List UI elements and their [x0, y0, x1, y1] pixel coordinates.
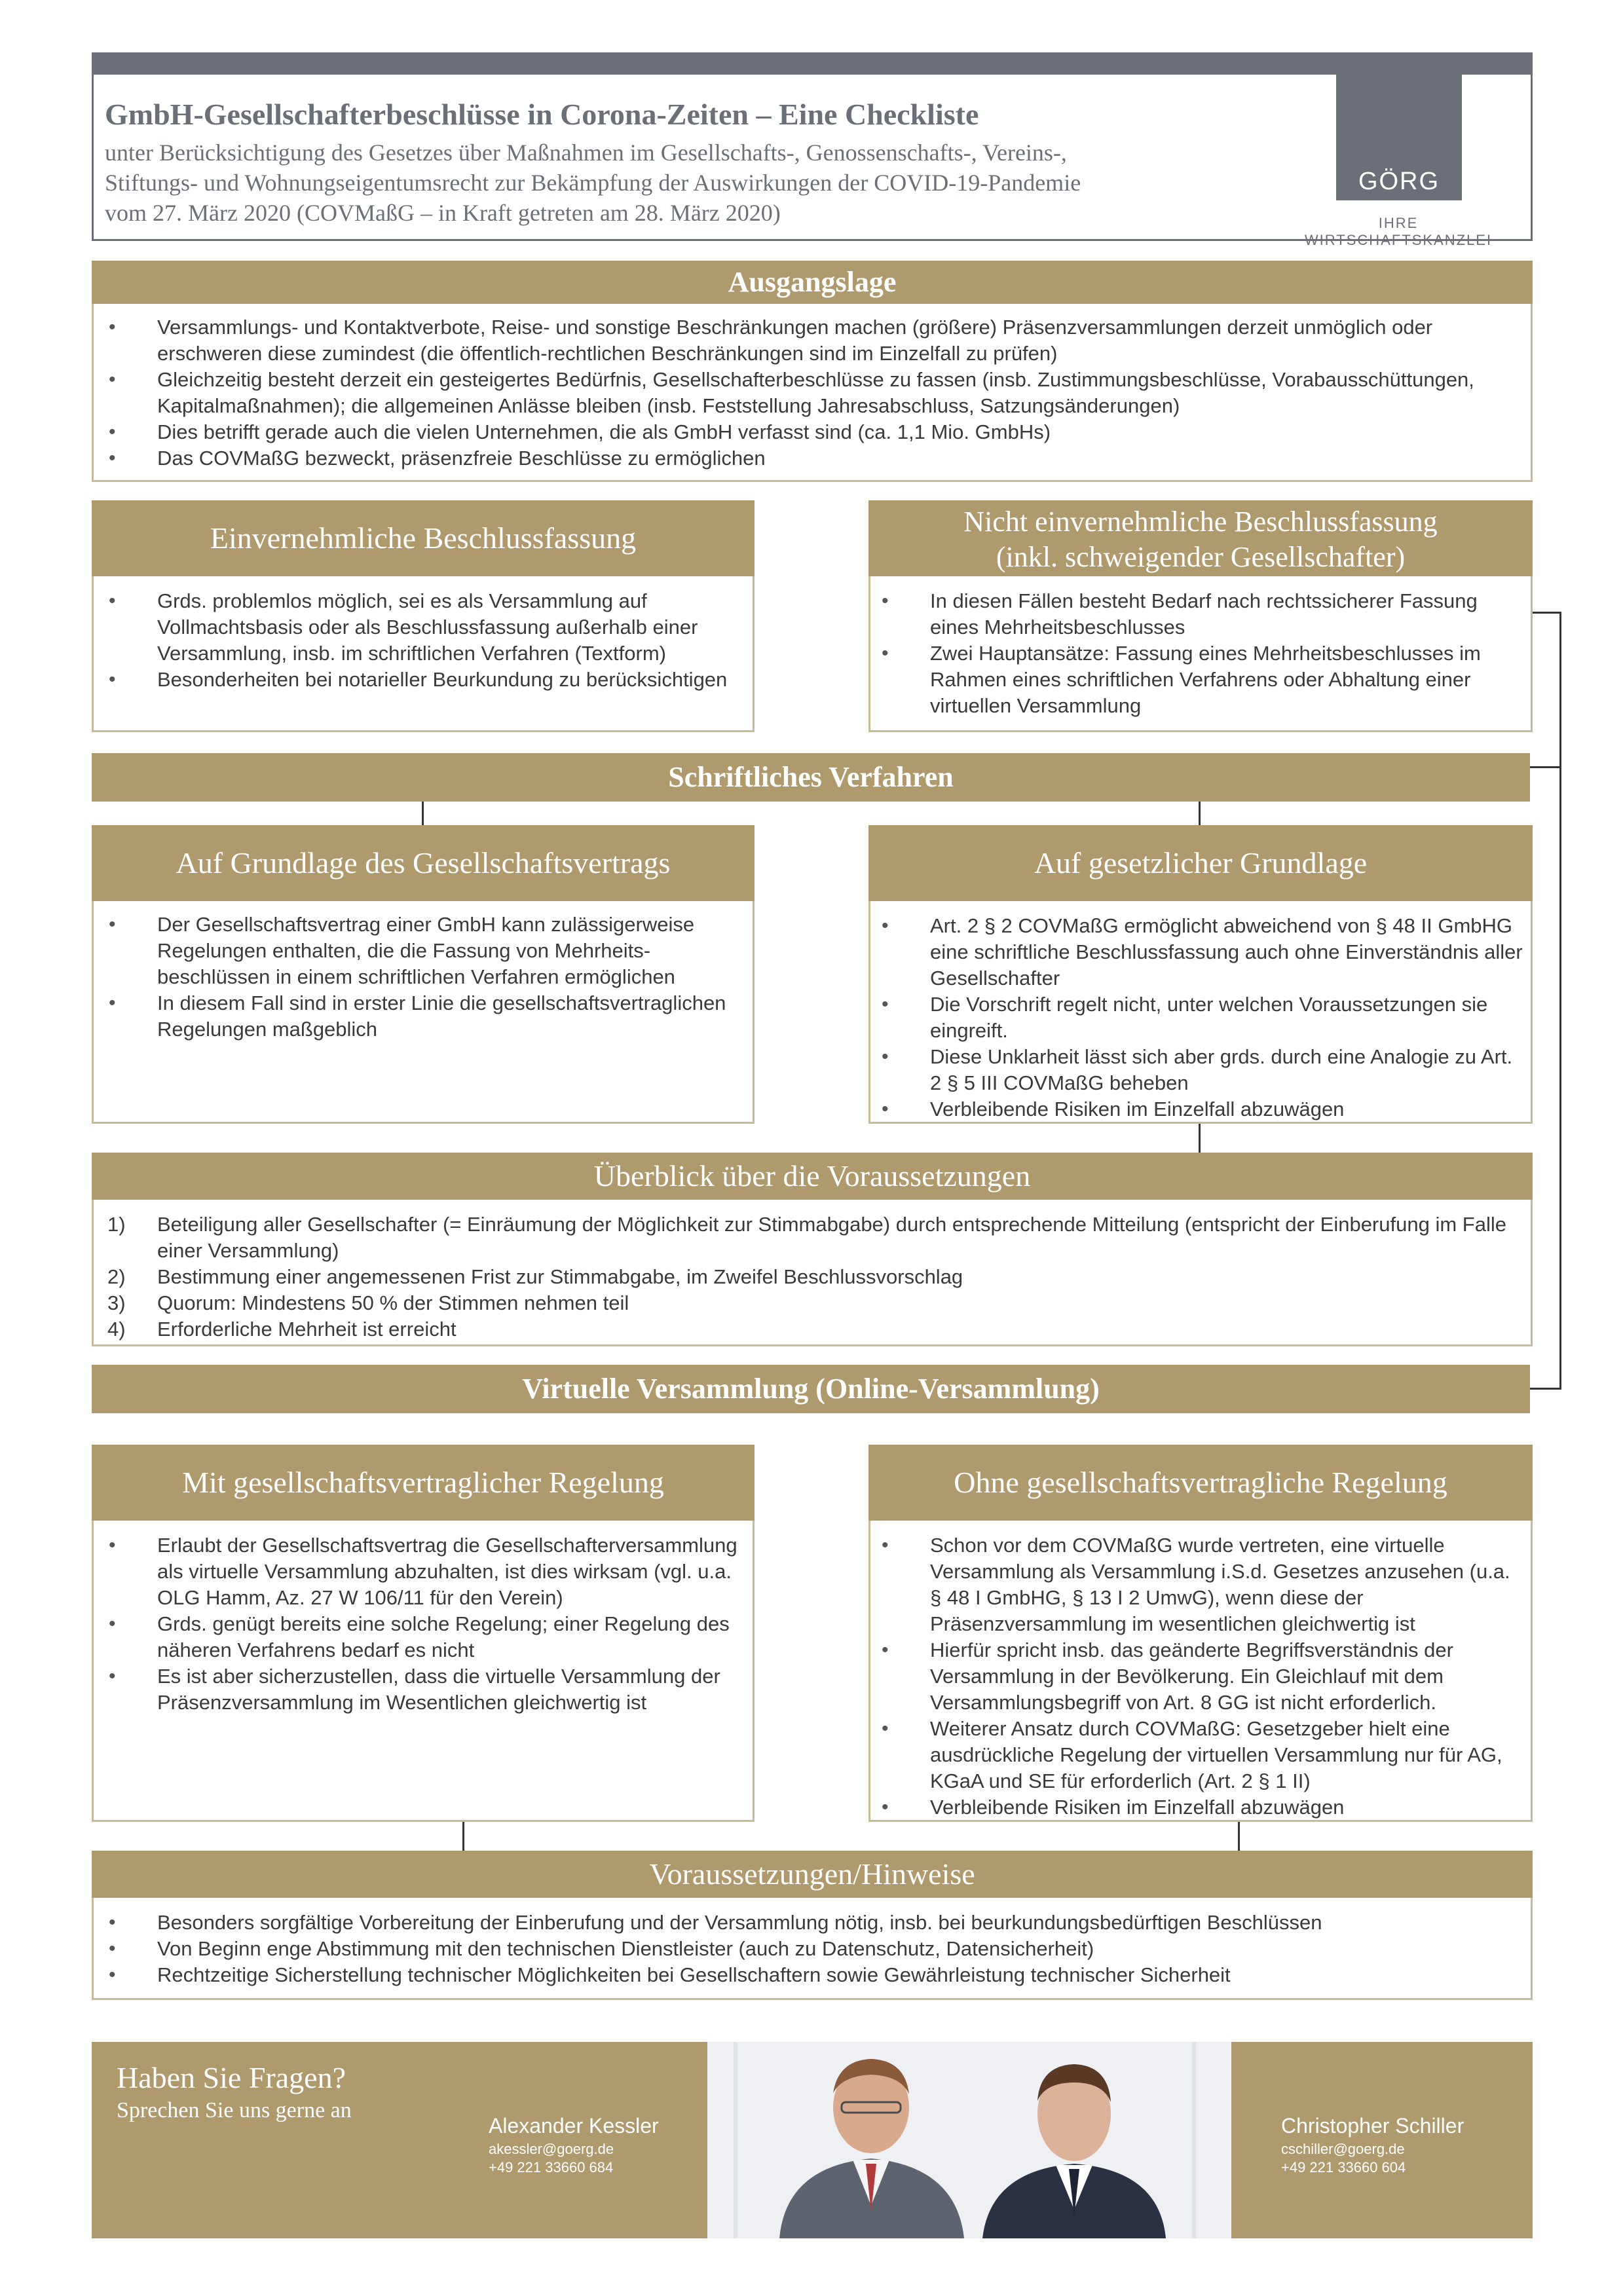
connector-line: [462, 1822, 464, 1851]
list-item: • Zwei Hauptansätze: Fassung eines Mehrheitsbeschlusses im Rahmen eines schriftlichen Verfahrens oder Abhaltung einer virtuellen Versammlung: [871, 640, 1526, 719]
ohne-regelung-list: [871, 1532, 1526, 1821]
einvernehmlich-heading: Einvernehmliche Beschlussfassung: [92, 500, 755, 576]
connector-line: [1238, 1822, 1240, 1851]
grundlage-vertrag-list: [98, 912, 740, 1043]
grundlage-gesetz-list: [871, 913, 1526, 1122]
item-number: 2): [107, 1265, 126, 1288]
contact-2-name: Christopher Schiller: [1281, 2114, 1464, 2138]
ausgangslage-list: [98, 314, 1520, 472]
list-item: • Verbleibende Risiken im Einzelfall abzuwägen: [871, 1096, 1526, 1122]
list-item: • Besonderheiten bei notarieller Beurkundung zu berücksichtigen: [98, 667, 747, 693]
list-item: • Dies betrifft gerade auch die vielen Unternehmen, die als GmbH verfasst sind (ca. 1,1 Mio. GmbHs): [98, 419, 1520, 445]
list-item: • Die Vorschrift regelt nicht, unter welchen Voraussetzungen sie eingreift.: [871, 991, 1526, 1044]
hinweise-heading: Voraussetzungen/Hinweise: [92, 1851, 1533, 1898]
list-item: • Gleichzeitig besteht derzeit ein gesteigertes Bedürfnis, Gesellschafterbeschlüsse zu fassen (insb. Zustimmungsbeschlüsse, Vorabausschüttungen, Kapitalmaßnahmen); die allgemeinen Anlässe bleiben (insb. Feststellung Jahresabschluss, Satzungsänderungen): [98, 367, 1520, 419]
list-item: [98, 1264, 1526, 1290]
ohne-regelung-heading: Ohne gesellschaftsvertragliche Regelung: [868, 1445, 1533, 1521]
item-text: Bestimmung einer angemessenen Frist zur Stimmabgabe, im Zweifel Beschlussvorschlag: [157, 1265, 963, 1288]
list-item: [98, 1290, 1526, 1316]
footer-question: Haben Sie Fragen?: [117, 2061, 346, 2094]
virtuelle-versammlung-heading: Virtuelle Versammlung (Online-Versammlung): [92, 1365, 1530, 1413]
subtitle-line-1: unter Berücksichtigung des Gesetzes über Maßnahmen im Gesellschafts-, Genossenschafts-, Vereins-,: [105, 139, 1067, 166]
connector-line: [422, 802, 424, 825]
subtitle-line-2: Stiftungs- und Wohnungseigentumsrecht zur Bekämpfung der Auswirkungen der COVID-19-Pandemie: [105, 170, 1081, 196]
list-item: • Weiterer Ansatz durch COVMaßG: Gesetzgeber hielt eine ausdrückliche Regelung der virtuellen Versammlung nur für AG, KGaA und SE für erforderlich (Art. 2 § 1 II): [871, 1716, 1526, 1794]
contact-1-email[interactable]: akessler@goerg.de: [489, 2141, 614, 2157]
nicht-einvernehmlich-title-line-2: (inkl. schweigender Gesellschafter): [996, 541, 1406, 573]
list-item: • Rechtzeitige Sicherstellung technischer Möglichkeiten bei Gesellschaftern sowie Gewährleistung technischer Sicherheit: [98, 1962, 1526, 1988]
nicht-einvernehmlich-title-line-1: Nicht einvernehmliche Beschlussfassung: [963, 506, 1438, 538]
contact-2-phone[interactable]: +49 221 33660 604: [1281, 2159, 1406, 2176]
connector-line: [1199, 802, 1201, 825]
document-title: GmbH-Gesellschafterbeschlüsse in Corona-Zeiten – Eine Checkliste: [105, 98, 979, 131]
ueberblick-list: [98, 1212, 1526, 1342]
logo-tagline: IHRE WIRTSCHAFTSKANZLEI: [1304, 215, 1493, 248]
list-item: • Es ist aber sicherzustellen, dass die virtuelle Versammlung der Präsenzversammlung im Wesentlichen gleichwertig ist: [98, 1663, 747, 1716]
list-item: • Der Gesellschaftsvertrag einer GmbH kann zulässigerweise Regelungen enthalten, die die Fassung von Mehrheits-beschlüssen in einem schriftlichen Verfahren ermöglichen: [98, 912, 740, 990]
list-item: • Versammlungs- und Kontaktverbote, Reise- und sonstige Beschränkungen machen (größere) Präsenzversammlungen derzeit unmöglich oder erschweren diese zumindest (die öffentlich-rechtlichen Beschränkungen sind im Einzelfall zu prüfen): [98, 314, 1520, 367]
ueberblick-heading: Überblick über die Voraussetzungen: [92, 1153, 1533, 1200]
nicht-einvernehmlich-heading: [868, 500, 1533, 576]
item-number: 1): [107, 1213, 126, 1236]
grundlage-vertrag-heading: Auf Grundlage des Gesellschaftsvertrags: [92, 825, 755, 901]
item-text: Quorum: Mindestens 50 % der Stimmen nehmen teil: [157, 1291, 629, 1314]
contact-1-name: Alexander Kessler: [489, 2114, 659, 2138]
list-item: • Grds. genügt bereits eine solche Regelung; einer Regelung des näheren Verfahrens bedarf es nicht: [98, 1611, 747, 1663]
list-item: • Hierfür spricht insb. das geänderte Begriffsverständnis der Versammlung in der Bevölkerung. Ein Gleichlauf mit dem Versammlungsbegriff von Art. 8 GG ist nicht erforderlich.: [871, 1637, 1526, 1716]
list-item: • Verbleibende Risiken im Einzelfall abzuwägen: [871, 1794, 1526, 1821]
contact-1-phone[interactable]: +49 221 33660 684: [489, 2159, 614, 2176]
list-item: • Schon vor dem COVMaßG wurde vertreten, eine virtuelle Versammlung als Versammlung i.S.d. Gesetzes anzusehen (u.a. § 48 I GmbHG, § 13 I 2 UmwG), wenn diese der Präsenzversammlung im wesentlichen gleichwertig ist: [871, 1532, 1526, 1637]
item-number: 3): [107, 1291, 126, 1314]
item-number: 4): [107, 1318, 126, 1341]
connector-line: [1530, 766, 1561, 768]
list-item: • Grds. problemlos möglich, sei es als Versammlung auf Vollmachtsbasis oder als Beschlussfassung außerhalb einer Versammlung, insb. im schriftlichen Verfahren (Textform): [98, 588, 747, 667]
einvernehmlich-list: [98, 588, 747, 693]
list-item: [98, 1316, 1526, 1342]
list-item: • Diese Unklarheit lässt sich aber grds. durch eine Analogie zu Art. 2 § 5 III COVMaßG beheben: [871, 1044, 1526, 1096]
contact-2-email[interactable]: cschiller@goerg.de: [1281, 2141, 1405, 2157]
footer-invite: Sprechen Sie uns gerne an: [117, 2098, 352, 2122]
list-item: • In diesem Fall sind in erster Linie die gesellschaftsvertraglichen Regelungen maßgeblich: [98, 990, 740, 1043]
list-item: • In diesen Fällen besteht Bedarf nach rechtssicherer Fassung eines Mehrheitsbeschlusses: [871, 588, 1526, 640]
list-item: • Erlaubt der Gesellschaftsvertrag die Gesellschafterversammlung als virtuelle Versammlung abzuhalten, ist dies wirksam (vgl. u.a. OLG Hamm, Az. 27 W 106/11 für den Verein): [98, 1532, 747, 1611]
header-bar: [92, 52, 1533, 75]
mit-regelung-heading: Mit gesellschaftsvertraglicher Regelung: [92, 1445, 755, 1521]
connector-line: [1530, 1388, 1561, 1390]
ausgangslage-heading: Ausgangslage: [92, 261, 1533, 304]
connector-line: [1199, 1124, 1201, 1153]
connector-line: [1559, 612, 1561, 1390]
subtitle-line-3: vom 27. März 2020 (COVMaßG – in Kraft getreten am 28. März 2020): [105, 200, 781, 226]
schriftliches-verfahren-heading: Schriftliches Verfahren: [92, 753, 1530, 802]
list-item: • Art. 2 § 2 COVMaßG ermöglicht abweichend von § 48 II GmbHG eine schriftliche Beschlussfassung auch ohne Einverständnis aller Gesellschafter: [871, 913, 1526, 991]
nicht-einvernehmlich-list: [871, 588, 1526, 719]
list-item: • Von Beginn enge Abstimmung mit den technischen Dienstleister (auch zu Datenschutz, Datensicherheit): [98, 1936, 1526, 1962]
list-item: • Besonders sorgfältige Vorbereitung der Einberufung und der Versammlung nötig, insb. bei beurkundungsbedürftigen Beschlüssen: [98, 1910, 1526, 1936]
logo-text: GÖRG: [1358, 168, 1440, 195]
item-text: Erforderliche Mehrheit ist erreicht: [157, 1318, 457, 1341]
item-text: Beteiligung aller Gesellschafter (= Einräumung der Möglichkeit zur Stimmabgabe) durch entsprechende Mitteilung (entspricht der Einberufung im Falle einer Versammlung): [157, 1213, 1506, 1262]
list-item: • Das COVMaßG bezweckt, präsenzfreie Beschlüsse zu ermöglichen: [98, 445, 1520, 472]
list-item: [98, 1212, 1526, 1264]
connector-line: [1533, 612, 1561, 614]
grundlage-gesetz-heading: Auf gesetzlicher Grundlage: [868, 825, 1533, 901]
mit-regelung-list: [98, 1532, 747, 1716]
hinweise-list: [98, 1910, 1526, 1988]
portrait-illustration: [707, 2042, 1231, 2238]
contact-photo: [707, 2042, 1231, 2238]
